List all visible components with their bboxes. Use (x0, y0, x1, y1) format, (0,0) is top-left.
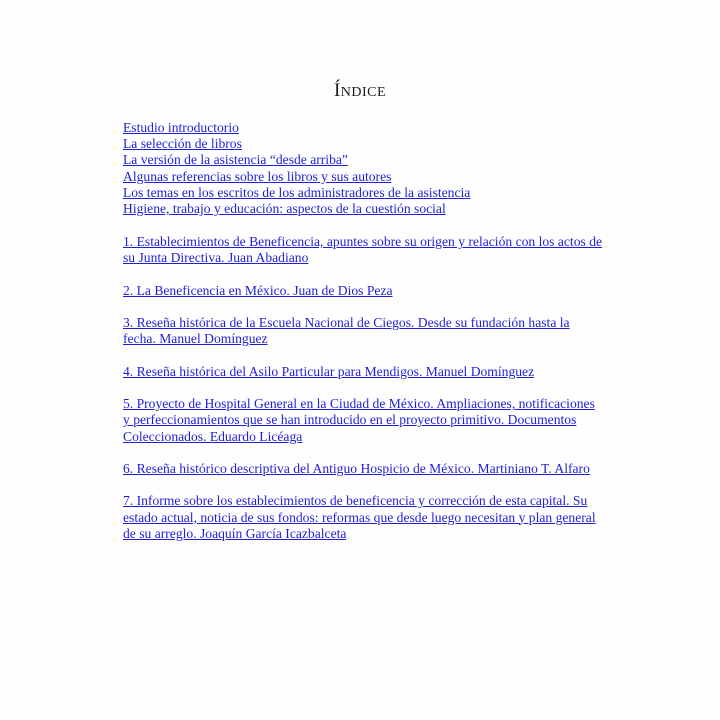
page-title (0, 80, 720, 102)
toc-link-chapter-7[interactable]: 7. Informe sobre los establecimientos de beneficencia y corrección de esta capital. Su estado actual, noticia de sus fondos: reformas que desde luego necesitan y plan general de su arreglo. Joaquín García Icazbalceta (123, 493, 596, 541)
toc-link-temas-escritos[interactable]: Los temas en los escritos de los administradores de la asistencia (123, 184, 471, 200)
toc-link-version-asistencia[interactable]: La versión de la asistencia “desde arriba” (123, 152, 348, 168)
toc-link-chapter-6[interactable]: 6. Reseña histórico descriptiva del Antiguo Hospicio de México. Martiniano T. Alfaro (123, 460, 590, 476)
toc-link-chapter-5[interactable]: 5. Proyecto de Hospital General en la Ciudad de México. Ampliaciones, notificaciones y perfeccionamientos que se han introducido en el proyecto primitivo. Documentos Coleccionados. Eduardo Licéaga (123, 396, 595, 444)
toc-link-estudio-introductorio[interactable]: Estudio introductorio (123, 120, 239, 135)
toc-link-referencias-libros[interactable]: Algunas referencias sobre los libros y sus autores (123, 168, 392, 184)
title-rest: NDICE (340, 85, 387, 100)
table-of-contents (123, 120, 603, 558)
toc-link-chapter-3[interactable]: 3. Reseña histórica de la Escuela Nacional de Ciegos. Desde su fundación hasta la fecha. Manuel Domínguez (123, 315, 570, 347)
toc-link-chapter-4[interactable]: 4. Reseña histórica del Asilo Particular para Mendigos. Manuel Domínguez (123, 363, 535, 379)
toc-link-chapter-1[interactable]: 1. Establecimientos de Beneficencia, apuntes sobre su origen y relación con los actos de su Junta Directiva. Juan Abadiano (123, 234, 603, 266)
title-initial: Í (333, 80, 341, 101)
toc-link-seleccion-libros[interactable]: La selección de libros (123, 136, 242, 152)
chapter-links (123, 234, 603, 542)
toc-link-higiene-trabajo[interactable]: Higiene, trabajo y educación: aspectos de la cuestión social (123, 201, 446, 217)
intro-links (123, 120, 603, 217)
toc-link-chapter-2[interactable]: 2. La Beneficencia en México. Juan de Dios Peza (123, 282, 393, 298)
